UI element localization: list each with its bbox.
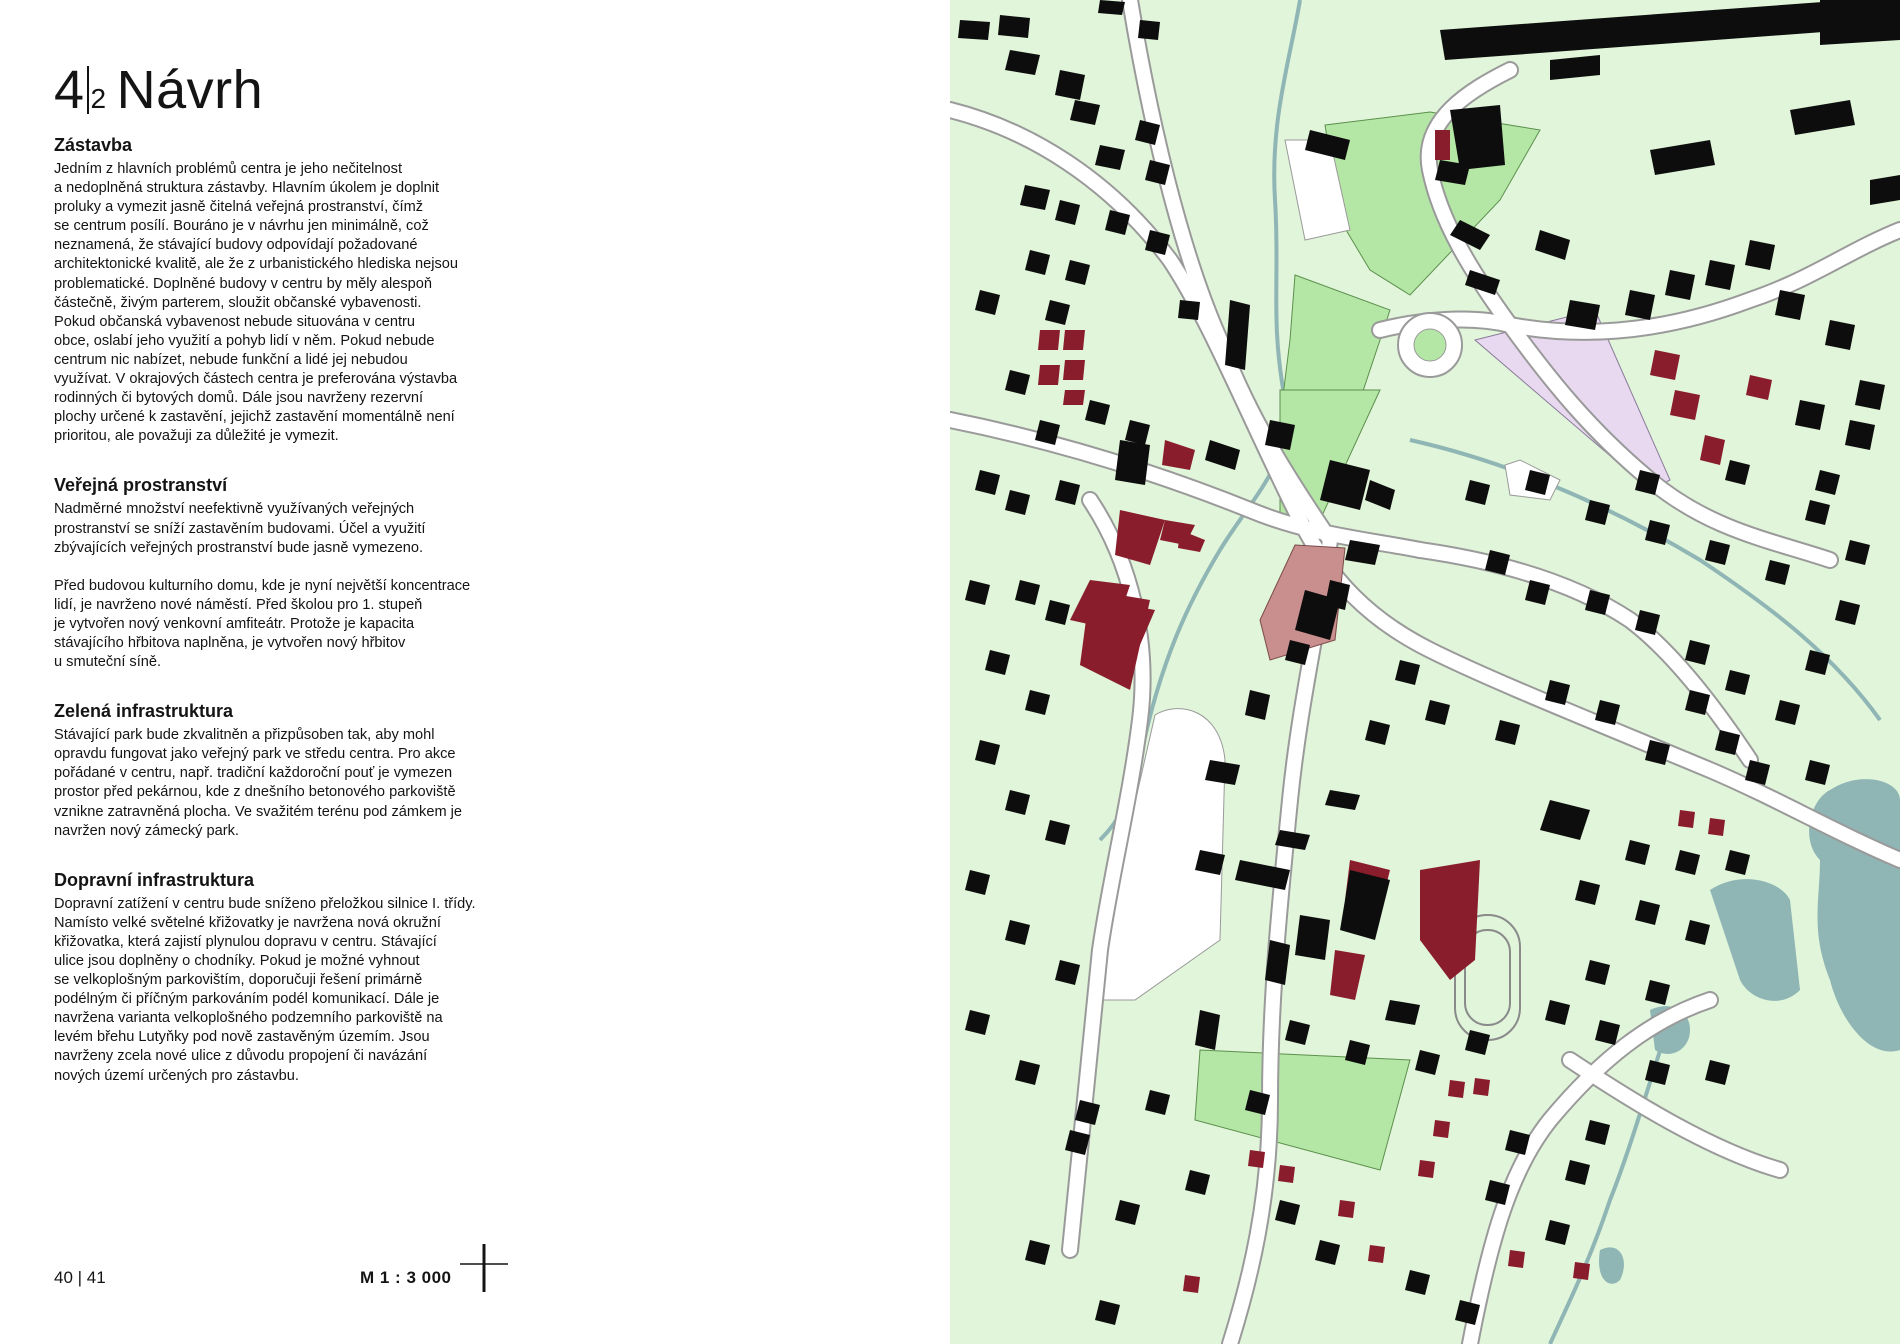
roundabout [1398, 313, 1462, 377]
section-paragraph: Před budovou kulturního domu, kde je nyní největší koncentrace lidí, je navrženo nové náměstí. Před školou pro 1. stupeň je vytvořen nový venkovní amfiteátr. Protože je kapacita stávajícího hřbitova naplněna, je vytvořen nový hřbitov u smuteční síně. [54, 577, 471, 671]
site-plan-map [950, 0, 1900, 1344]
title-text: Návrh [116, 60, 264, 120]
section-heading: Zástavba [54, 135, 133, 155]
section-heading: Veřejná prostranství [54, 475, 228, 496]
section-paragraph: Nadměrné množství neefektivně využívaných veřejných prostranství se sníží zastavěním budovami. Účel a využití zbývajících veřejných prostranství bude jasně vymezeno. [54, 501, 426, 556]
section-paragraph: Dopravní zatížení v centru bude sníženo přeložkou silnice I. třídy. Namísto velké světelné křižovatky je navržena nová okružní křižovatka, která zajistí plynulou dopravu v centru. Stávající ulice jsou doplněny o chodníky. Pokud je možné vyhnout se velkoplošným parkovištím, doporučuji řešení primárně podélným či příčným parkováním podél komunikací. Dále je navržena varianta velkoplošného podzemního parkoviště na levém břehu Lutyňky pod nově zastavěným územím. Jsou navrženy zcela nové ulice z důvodu propojení či navázání nových území určených pro zástavbu. [54, 895, 476, 1084]
north-arrow-icon [460, 1244, 508, 1292]
page-title [54, 60, 263, 129]
section-zastavba [54, 134, 514, 446]
section-zelena-infrastruktura [54, 700, 514, 841]
section-verejna-prostranstvi [54, 474, 514, 672]
section-paragraph: Stávající park bude zkvalitněn a přizpůsoben tak, aby mohl opravdu fungovat jako veřejný park ve středu centra. Pro akce pořádané v centru, např. tradiční každoroční pouť je vymezen prostor před pekárnou, kde z dnešního betonového parkoviště vznikne zatravněná plocha. Ve svažitém terénu pod zámkem je navržen nový zámecký park. [54, 727, 463, 839]
section-dopravni-infrastruktura [54, 869, 514, 1086]
map-scale: M 1 : 3 000 [360, 1268, 452, 1287]
section-heading: Dopravní infrastruktura [54, 869, 255, 890]
section-heading: Zelená infrastruktura [54, 701, 234, 722]
page-numbers: 40 | 41 [54, 1268, 106, 1287]
section-paragraph: Jedním z hlavních problémů centra je jeho nečitelnost a nedoplněná struktura zástavby. Hlavním úkolem je doplnit proluky a vymezit jasně čitelná veřejná prostranství, čímž se centrum posílí. Bouráno je v návrhu jen minimálně, což neznamená, že stávající budovy odpovídají požadované architektonické kvalitě, ale že z urbanistického hlediska nejsou problematické. Doplněné budovy v centru by měly alespoň částečně, živým parterem, sloužit občanské vybavenosti. Pokud občanská vybavenost nebude situována v centru obce, oslabí jeho využití a pohyb lidí v něm. Pokud nebude centrum nic nabízet, nebude funkční a lidé jej nebudou využívat. V okrajových částech centra je preferována výstavba rodinných či bytových domů. Dále jsou navrženy rezervní plochy určené k zastavění, jejichž zastavění momentálně není prioritou, ale považuji za důležité je vymezit. [54, 161, 458, 445]
subchapter-number: 2 [90, 83, 107, 114]
chapter-divider [87, 66, 89, 114]
text-content [54, 134, 514, 1114]
chapter-number: 4 [54, 60, 85, 120]
